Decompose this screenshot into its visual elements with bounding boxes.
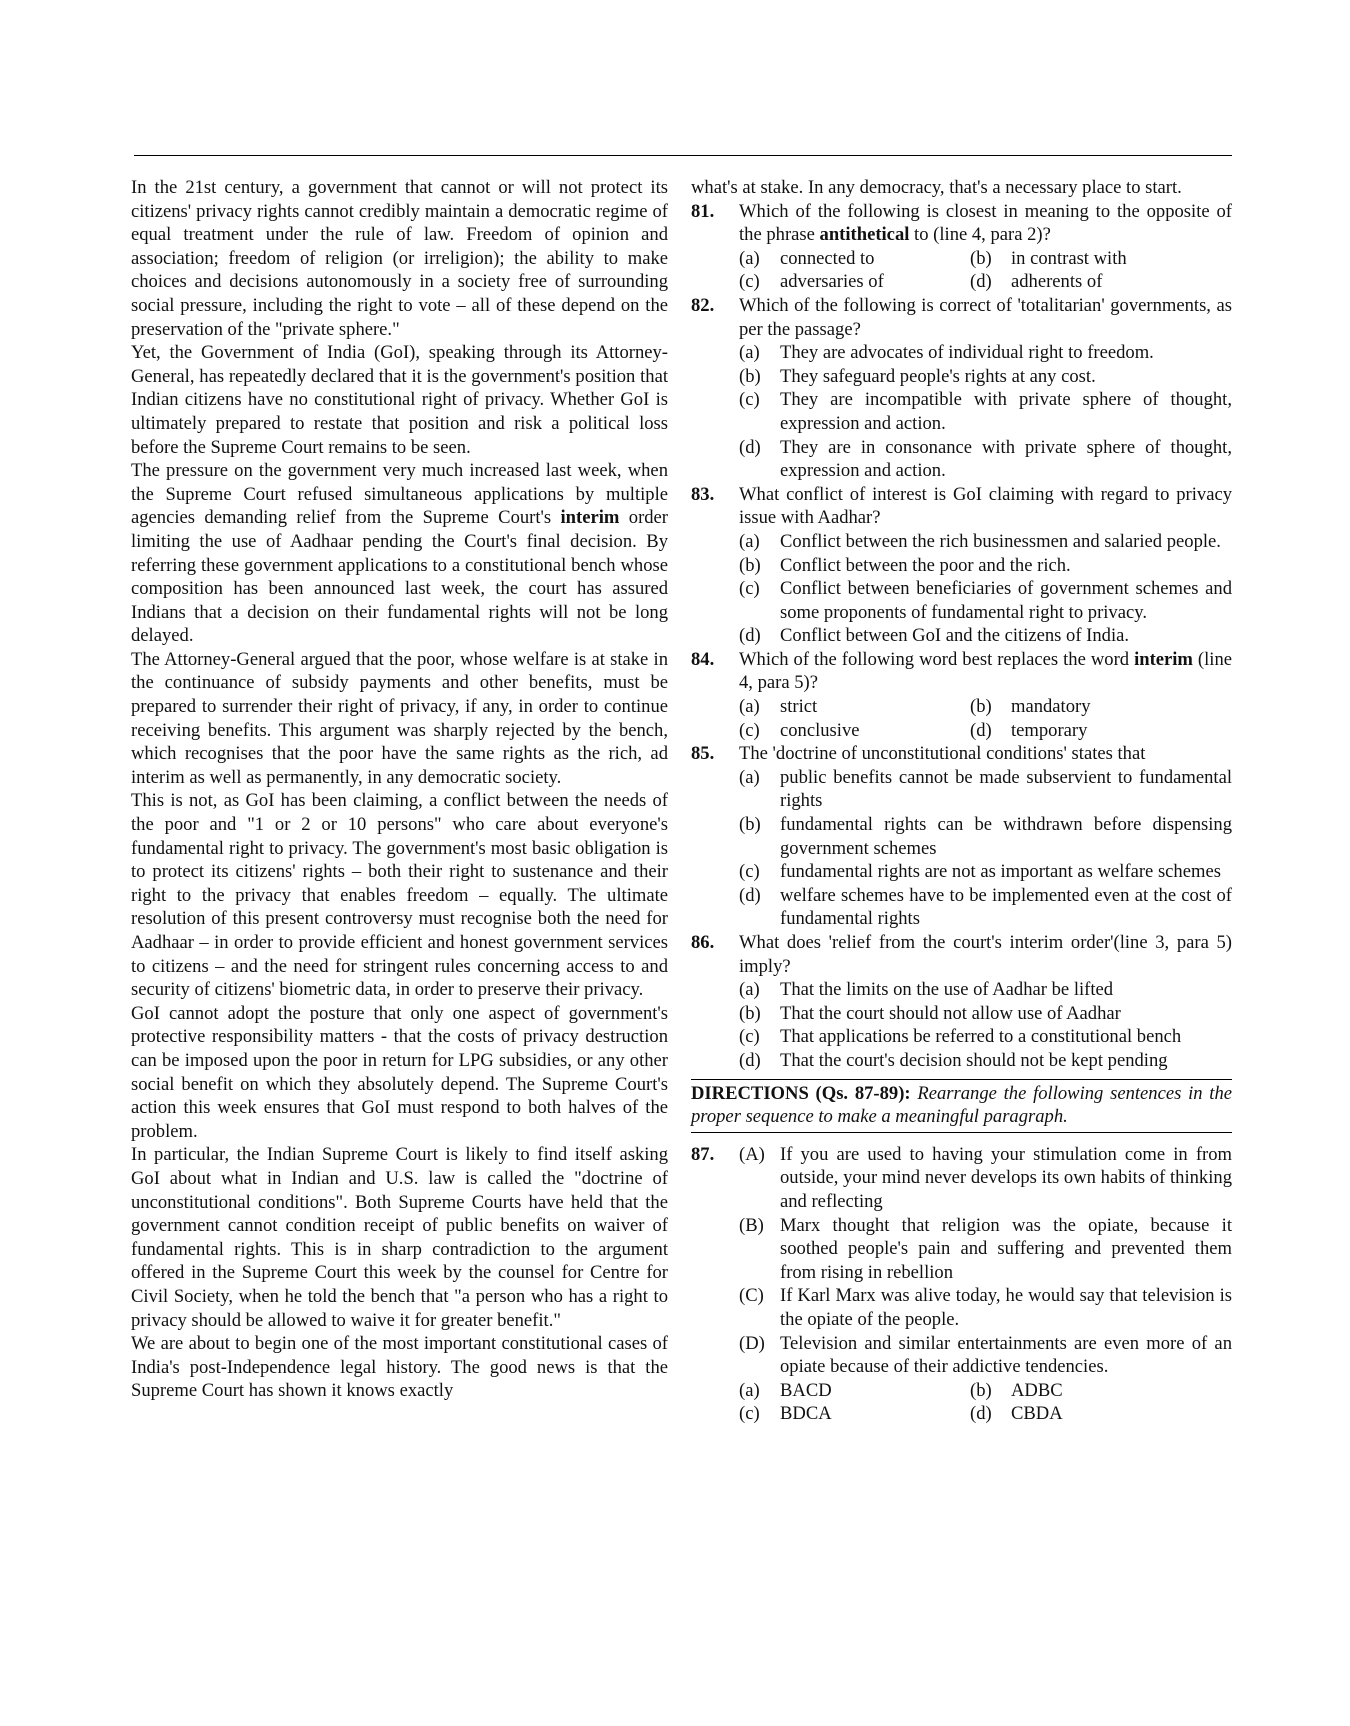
option-a: (a) They are advocates of individual right to freedom.: [739, 342, 1154, 364]
option-b: (b) fundamental rights can be withdrawn before dispensing government schemes: [739, 814, 1232, 859]
option-b: (b) That the court should not allow use of Aadhar: [739, 1002, 1121, 1024]
question-number: 86.: [691, 932, 715, 953]
directions-box: [691, 1079, 1232, 1133]
option-b: (b) mandatory: [970, 696, 1091, 718]
option-a: (a) strict: [739, 696, 818, 718]
question-87: [691, 1143, 1232, 1426]
header-rule: [134, 155, 1232, 156]
option-d: (d) Conflict between GoI and the citizens of India.: [739, 625, 1130, 647]
passage-paragraph-6: GoI cannot adopt the posture that only one aspect of government's protective responsibility matters - that the costs of privacy destruction can be imposed upon the poor in return for LPG subsidies, or any other social benefit on which they absolutely depend. The Supreme Court's action this week ensures that GoI must respond to both halves of the problem.: [131, 1002, 668, 1142]
question-text: Which of the following is correct of 'totalitarian' governments, as per the passage?: [739, 294, 1232, 340]
question-83: [691, 483, 1232, 648]
option-c: (c) BDCA: [739, 1403, 832, 1425]
passage-paragraph-7: In particular, the Indian Supreme Court is likely to find itself asking GoI about what in Indian and U.S. law is called the "doctrine of unconstitutional conditions". Both Supreme Courts have held that the government cannot condition receipt of public benefits on waiver of fundamental rights. This is in sharp contradiction to the argument offered in the Supreme Court this week by the counsel for Centre for Civil Society, when he told the bench that "a person who has a right to privacy should be allowed to waive it for greater benefit.": [131, 1144, 668, 1331]
option-c: (c) conclusive: [739, 719, 860, 741]
sentence-C: (C) If Karl Marx was alive today, he would say that television is the opiate of the people.: [739, 1285, 1232, 1330]
question-number: 84.: [691, 648, 715, 670]
sentence-A: (A) If you are used to having your stimulation come in from outside, your mind never develops its own habits of thinking and reflecting: [739, 1143, 1232, 1212]
option-a: (a) connected to: [739, 247, 875, 269]
passage-paragraph-8: We are about to begin one of the most important constitutional cases of India's post-Independence legal history. The good news is that the Supreme Court has shown it knows exactly: [131, 1333, 668, 1402]
option-b: (b) in contrast with: [970, 247, 1127, 269]
option-d: (d) That the court's decision should not be kept pending: [739, 1049, 1168, 1071]
option-c: (c) fundamental rights are not as important as welfare schemes: [739, 861, 1221, 883]
passage-paragraph-3: The pressure on the government very much increased last week, when the Supreme Court refused simultaneous applications by multiple agencies demanding relief from the Supreme Court's interim order limiting the use of Aadhaar pending the Court's final decision. By referring these government applications to a constitutional bench whose composition has been announced last week, the court has assured Indians that a decision on their fundamental rights will not be long delayed.: [131, 460, 668, 647]
sentence-D: (D) Television and similar entertainments are even more of an opiate because of their addictive tendencies.: [739, 1332, 1232, 1378]
bold-word-interim: interim: [560, 507, 620, 529]
question-text: Which of the following word best replaces the word interim (line 4, para 5)?: [739, 648, 1232, 694]
option-b: (b) Conflict between the poor and the rich.: [739, 554, 1071, 576]
question-84: [691, 648, 1232, 742]
question-number: 87.: [691, 1143, 715, 1165]
question-86: [691, 931, 1232, 1073]
passage-paragraph-5: This is not, as GoI has been claiming, a conflict between the needs of the poor and "1 or 2 or 10 persons" who care about everyone's fundamental right to privacy. The government's most basic obligation is to protect its citizens' rights – both their right to sustenance and their right to the privacy that enables freedom – equally. The ultimate resolution of this present controversy must recognise both the need for Aadhaar – in order to provide efficient and honest government services to citizens – and the need for stringent rules concerning access to and security of citizens' biometric data, in order to preserve their privacy.: [131, 790, 668, 1001]
question-number: 82.: [691, 294, 715, 316]
option-d: (d) welfare schemes have to be implemented even at the cost of fundamental rights: [739, 884, 1232, 930]
passage-paragraph-1: In the 21st century, a government that cannot or will not protect its citizens' privacy rights cannot credibly maintain a democratic regime of equal treatment under the rule of law. Freedom of opinion and association; freedom of religion (or irreligion); the ability to make choices and decisions autonomously in a society free of surrounding social pressure, including the right to vote – all of these depend on the preservation of the "private sphere.": [131, 177, 668, 340]
option-b: (b) ADBC: [970, 1379, 1063, 1401]
option-a: (a) Conflict between the rich businessmen and salaried people.: [739, 530, 1221, 552]
bold-word-antithetical: antithetical: [819, 224, 910, 246]
passage-paragraph-2: Yet, the Government of India (GoI), speaking through its Attorney-General, has repeatedly declared that it is the government's position that Indian citizens have no constitutional right of privacy. Whether GoI is ultimately prepared to restate that position and risk a political loss before the Supreme Court remains to be seen.: [131, 342, 668, 458]
question-85: [691, 742, 1232, 931]
question-82: [691, 294, 1232, 483]
option-a: (a) BACD: [739, 1379, 832, 1401]
bold-word-interim: interim: [1134, 648, 1193, 670]
directions-text: Rearrange the following sentences in the proper sequence to make a meaningful paragraph.: [691, 1082, 1232, 1128]
passage-paragraph-4: The Attorney-General argued that the poor, whose welfare is at stake in the continuance of subsidy payments and other benefits, must be prepared to surrender their right of privacy, if any, in order to continue receiving benefits. This argument was sharply rejected by the bench, which recognises that the poor have the same rights as the rich, ad interim as well as permanently, in any democratic society.: [131, 648, 668, 788]
option-c: (c) That applications be referred to a constitutional bench: [739, 1026, 1182, 1048]
passage-continuation: what's at stake. In any democracy, that's a necessary place to start.: [691, 177, 1182, 198]
option-a: (a) That the limits on the use of Aadhar be lifted: [739, 979, 1114, 1001]
question-number: 85.: [691, 743, 715, 765]
option-d: (d) They are in consonance with private sphere of thought, expression and action.: [739, 436, 1232, 482]
option-d: (d) temporary: [970, 719, 1088, 741]
question-number: 81.: [691, 200, 715, 222]
option-c: (c) They are incompatible with private sphere of thought, expression and action.: [739, 389, 1232, 434]
option-d: (d) CBDA: [970, 1403, 1063, 1425]
question-text: Which of the following is closest in meaning to the opposite of the phrase antithetical to (line 4, para 2)?: [739, 200, 1232, 246]
question-number: 83.: [691, 483, 715, 505]
option-c: (c) Conflict between beneficiaries of government schemes and some proponents of fundamental right to privacy.: [739, 578, 1232, 623]
question-text: What conflict of interest is GoI claiming with regard to privacy issue with Aadhar?: [739, 483, 1232, 529]
passage-column: [131, 176, 668, 1403]
sentence-B: (B) Marx thought that religion was the opiate, because it soothed people's pain and suffering and prevented them from rising in rebellion: [739, 1214, 1232, 1283]
question-text: What does 'relief from the court's interim order'(line 3, para 5) imply?: [739, 932, 1232, 977]
option-d: (d) adherents of: [970, 271, 1103, 293]
option-b: (b) They safeguard people's rights at any cost.: [739, 365, 1096, 387]
questions-column: [691, 176, 1232, 1426]
question-text: The 'doctrine of unconstitutional conditions' states that: [739, 743, 1146, 765]
option-c: (c) adversaries of: [739, 271, 884, 293]
option-a: (a) public benefits cannot be made subservient to fundamental rights: [739, 766, 1232, 812]
directions-heading: DIRECTIONS (Qs. 87-89):: [691, 1082, 911, 1104]
question-81: [691, 200, 1232, 294]
